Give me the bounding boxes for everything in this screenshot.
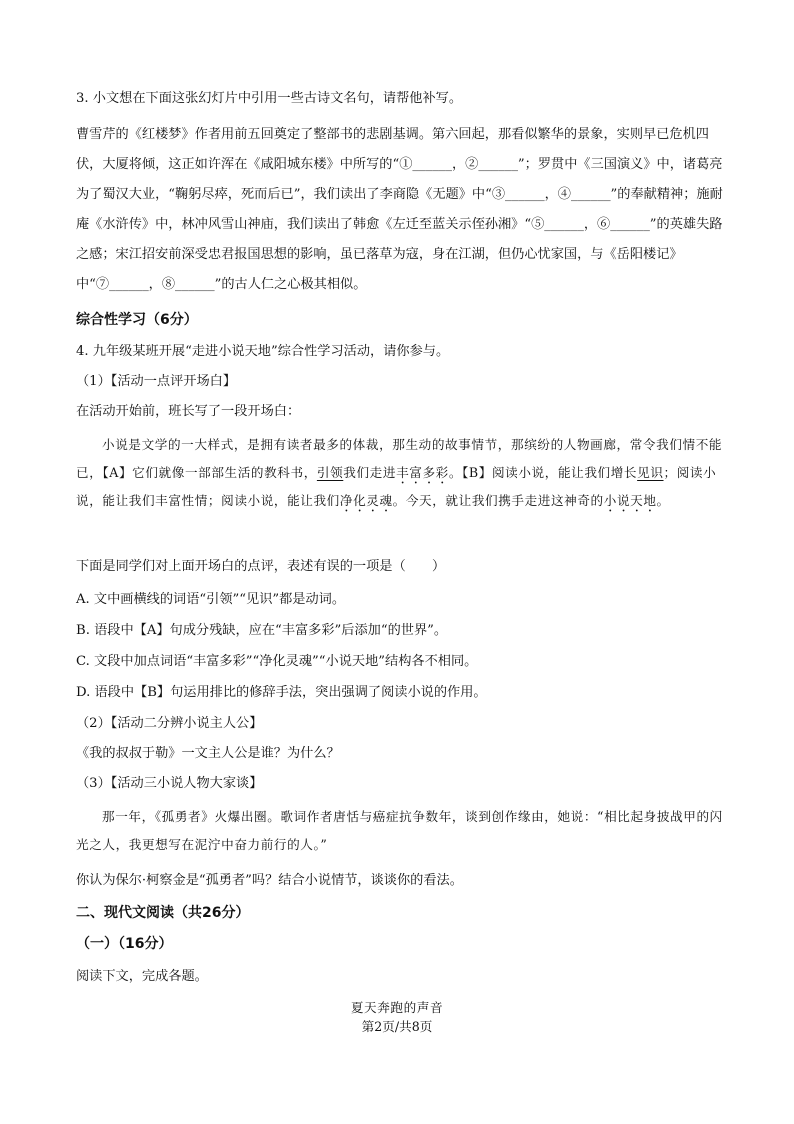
option-a: A. 文中画横线的词语“引领”“见识”都是动词。: [76, 592, 346, 607]
opening-text-3: 。【B】阅读小说，能让我们增长: [448, 465, 638, 480]
opening-text-4: ；阅读小说，能让我们丰富性情；阅读小说，能让我们: [76, 465, 717, 508]
activity-3-heading: （3）【活动三小说人物大家谈】: [76, 776, 263, 791]
activity-3-question: 你认为保尔·柯察金是“孤勇者”吗？结合小说情节，谈谈你的看法。: [76, 873, 463, 888]
option-c: C. 文段中加点词语“丰富多彩”“净化灵魂”“小说天地”结构各不相同。: [76, 654, 478, 669]
opening-text-6: 。: [656, 493, 670, 508]
section-comprehensive-heading: 综合性学习（6分）: [76, 312, 198, 328]
question-4-1-stem: 下面是同学们对上面开场白的点评，表述有误的一项是（ ）: [76, 559, 446, 574]
activity-3-passage: 那一年，《孤勇者》火爆出圈。歌词作者唐恬与癌症抗争数年，谈到创作缘由，她说：“相比起身披战甲的闪光之人，我更想写在泥泞中奋力前行的人。”: [76, 809, 723, 852]
underlined-word-yinling: 引领: [316, 465, 344, 480]
option-d: D. 语段中【B】句运用排比的修辞手法，突出强调了阅读小说的作用。: [76, 685, 487, 700]
dotted-word-xiaoshuo: 小说天地: [603, 493, 657, 508]
opening-text-1: 小说是文学的一大样式，是拥有读者最多的体裁，那生动的故事情节，那缤纷的人物画廊，常令我们情不能已，【A】它们就像一部部生活的教科书，: [76, 437, 723, 480]
option-b: B. 语段中【A】句成分残缺，应在“丰富多彩”后添加“的世界”。: [76, 623, 448, 638]
dotted-word-fengfu: 丰富多彩: [396, 465, 449, 480]
page-footer: 第2页/共8页: [361, 1019, 433, 1034]
part-1-heading: （一）（16分）: [76, 936, 173, 952]
underlined-word-jianshi: 见识: [637, 465, 664, 480]
activity-2-question: 《我的叔叔于勒》一文主人公是谁？为什么？: [76, 746, 340, 761]
reading-instruction: 阅读下文，完成各题。: [76, 969, 208, 984]
article-title: 夏天奔跑的声音: [350, 1000, 444, 1015]
activity-2-heading: （2）【活动二分辨小说主人公】: [76, 716, 263, 731]
section-modern-reading-heading: 二、现代文阅读（共26分）: [76, 905, 250, 921]
question-4-title: 4. 九年级某班开展“走进小说天地”综合性学习活动，请你参与。: [76, 344, 450, 359]
question-3-title: 3. 小文想在下面这张幻灯片中引用一些古诗文名句，请帮他补写。: [76, 91, 463, 106]
opening-text-5: 。今天，就让我们携手走进这神奇的: [392, 493, 604, 508]
dotted-word-jinghua: 净化灵魂: [339, 493, 393, 508]
opening-text-2: 我们走进: [343, 465, 397, 480]
opening-speech: [76, 431, 726, 515]
question-3-paragraph: 曹雪芹的《红楼梦》作者用前五回奠定了整部书的悲剧基调。第六回起，那看似繁华的景象，实则早已危机四伏，大厦将倾，这正如许浑在《咸阳城东楼》中所写的“①______，②______”；罗贯中《三国演义》中，诸葛亮为了蜀汉大业，“鞠躬尽瘁，死而后已”，我们读出了李商隐《无题》中“③______，④______”的奉献精神；施耐庵《水浒传》中，林冲风雪山神庙，我们读出了韩愈《左迁至蓝关示侄孙湘》“⑤______，⑥______”的英雄失路之感；宋江招安前深受忠君报国思想的影响，虽已落草为寇，身在江湖，但仍心忧家国，与《岳阳楼记》中“⑦______，⑧______”的古人仁之心极其相似。: [76, 127, 723, 292]
activity-1-intro: 在活动开始前，班长写了一段开场白：: [76, 404, 301, 419]
activity-1-heading: （1）【活动一点评开场白】: [76, 374, 237, 389]
